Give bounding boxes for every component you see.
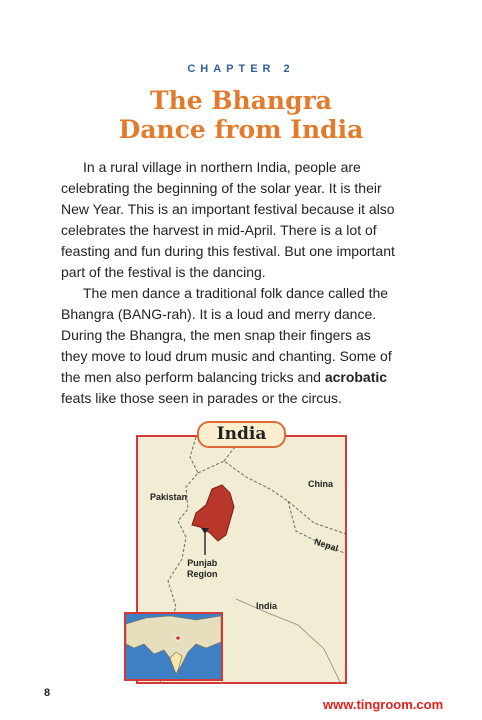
text-line [39, 367, 431, 388]
text-line: During the Bhangra, the men snap their fingers as [61, 327, 371, 343]
text-segment: the men also perform balancing tricks and [61, 369, 325, 385]
map-title: India [197, 421, 286, 448]
paragraph [61, 283, 431, 409]
title-line: Dance from India [118, 115, 364, 144]
chapter-heading: CHAPTER 2 [187, 63, 295, 75]
text-line: Bhangra (BANG-rah). It is a loud and merry dance. [61, 306, 377, 322]
bold-term: acrobatic [324, 369, 388, 385]
map-label-china: China [308, 479, 334, 489]
map-label-punjab-line: Region [187, 569, 218, 579]
paragraph [61, 157, 431, 283]
body-text [61, 157, 431, 409]
text-line: feats like those seen in parades or the circus. [61, 390, 342, 406]
map-label-punjab [187, 558, 218, 580]
text-line: they move to loud drum music and chanting. Some of [61, 348, 392, 364]
text-line: New Year. This is an important festival because it also [61, 201, 395, 217]
text-line: The men dance a traditional folk dance called the [83, 285, 389, 301]
map-label-pakistan: Pakistan [150, 492, 188, 502]
map-label-nepal: Nepal [313, 536, 340, 554]
title-line: The Bhangra [150, 86, 332, 115]
text-line: In a rural village in northern India, people are [83, 159, 361, 175]
text-line: celebrates the harvest in mid-April. There is a lot of [61, 222, 377, 238]
text-line: celebrating the beginning of the solar year. It is their [61, 180, 382, 196]
text-line: part of the festival is the dancing. [61, 264, 266, 280]
page-number: 8 [44, 687, 51, 699]
map-label-punjab-line: Punjab [187, 558, 218, 568]
inset-map [124, 612, 223, 681]
inset-map-graphic [126, 614, 221, 679]
map-label-india: India [256, 601, 278, 611]
watermark-text: www.tingroom.com [323, 697, 444, 712]
page-title [0, 86, 482, 144]
text-line: feasting and fun during this festival. But one important [61, 243, 395, 259]
